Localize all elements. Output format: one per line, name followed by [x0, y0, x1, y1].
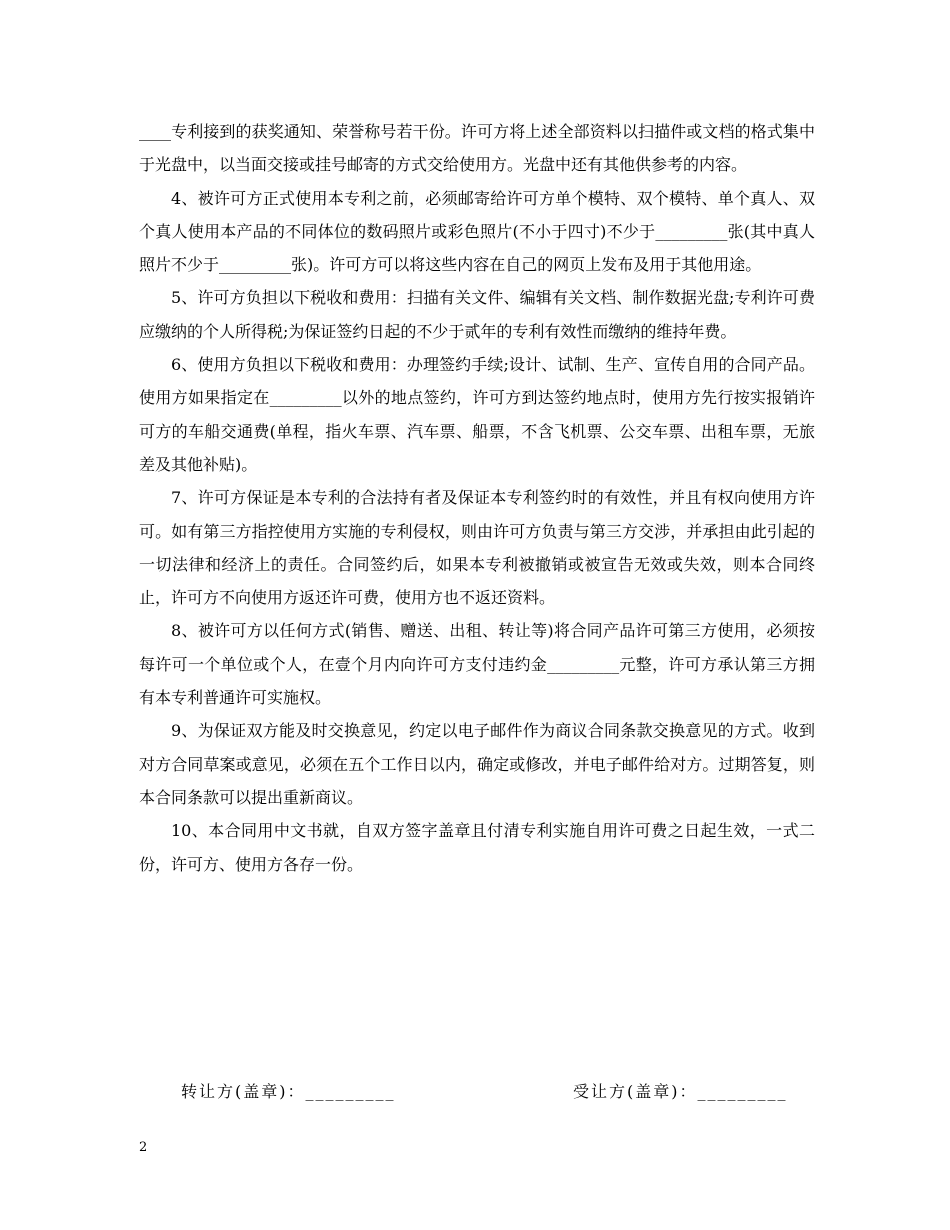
- page-number: 2: [139, 1140, 148, 1155]
- clause-6: 6、使用方负担以下税收和费用：办理签约手续;设计、试制、生产、宣传自用的合同产品。使用方如果指定在_________以外的地点签约，许可方到达签约地点时，使用方先行按实报销许可方的车船交通费(单程，指火车票、汽车票、船票，不含飞机票、公交车票、出租车票，无旅差及其他补贴)。: [139, 355, 815, 474]
- clause-10: 10、本合同用中文书就，自双方签字盖章且付清专利实施自用许可费之日起生效，一式二份，许可方、使用方各存一份。: [139, 821, 815, 874]
- clause-8: 8、被许可方以任何方式(销售、赠送、出租、转让等)将合同产品许可第三方使用，必须按每许可一个单位或个人，在壹个月内向许可方支付违约金_________元整，许可方承认第三方拥有本专利普通许可实施权。: [139, 621, 815, 708]
- clause-5: 5、许可方负担以下税收和费用：扫描有关文件、编辑有关文档、制作数据光盘;专利许可费应缴纳的个人所得税;为保证签约日起的不少于贰年的专利有效性而缴纳的维持年费。: [139, 288, 815, 341]
- clause-9: 9、为保证双方能及时交换意见，约定以电子邮件作为商议合同条款交换意见的方式。收到对方合同草案或意见，必须在五个工作日以内，确定或修改，并电子邮件给对方。过期答复，则本合同条款可以提出重新商议。: [139, 721, 815, 807]
- transferor-signature: 转让方(盖章)：_________: [181, 1082, 396, 1101]
- document-body: [139, 115, 815, 881]
- clause-7: 7、许可方保证是本专利的合法持有者及保证本专利签约时的有效性，并且有权向使用方许可。如有第三方指控使用方实施的专利侵权，则由许可方负责与第三方交涉，并承担由此引起的一切法律和经济上的责任。合同签约后，如果本专利被撤销或被宣告无效或失效，则本合同终止，许可方不向使用方返还许可费，使用方也不返还资料。: [139, 488, 815, 608]
- transferee-signature: 受让方(盖章)：_________: [573, 1082, 788, 1101]
- paragraph-continuation: ____专利接到的获奖通知、荣誉称号若干份。许可方将上述全部资料以扫描件或文档的格式集中于光盘中，以当面交接或挂号邮寄的方式交给使用方。光盘中还有其他供参考的内容。: [139, 122, 815, 175]
- signature-row: [139, 1077, 815, 1107]
- clause-4: 4、被许可方正式使用本专利之前，必须邮寄给许可方单个模特、双个模特、单个真人、双个真人使用本产品的不同体位的数码照片或彩色照片(不小于四寸)不少于_________张(其中真人照片不少于_________张)。许可方可以将这些内容在自己的网页上发布及用于其他用途。: [139, 188, 815, 275]
